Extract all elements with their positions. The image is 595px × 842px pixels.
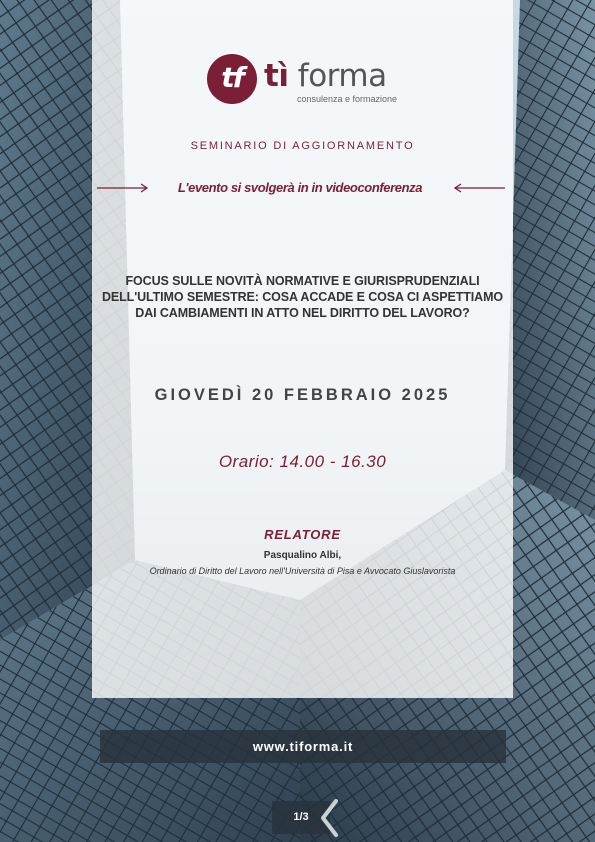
arrow-left-icon [452, 182, 507, 194]
seminar-label: SEMINARIO DI AGGIORNAMENTO [190, 140, 415, 152]
chevron-left-icon[interactable] [318, 798, 340, 838]
event-mode: L'evento si svolgerà in in videoconferenza [177, 180, 423, 195]
event-title: FOCUS SULLE NOVITÀ NORMATIVE E GIURISPRUDENZIALI DELL'ULTIMO SEMESTRE: COSA ACCADE E COSA CI ASPETTIAMO DAI CAMBIAMENTI IN ATTO NEL DIRITTO DEL LAVORO? [101, 274, 504, 320]
logo-mark: tf [207, 54, 257, 104]
website-link[interactable]: www.tiforma.it [252, 739, 354, 754]
logo-name-prefix: tì [264, 58, 289, 94]
speaker-role: Ordinario di Diritto del Lavoro nell'Università di Pisa e Avvocato Giuslavorista [149, 566, 456, 576]
arrow-right-icon [95, 182, 150, 194]
logo-name [264, 58, 387, 94]
logo-tagline: consulenza e formazione [297, 94, 398, 104]
speaker-name: Pasqualino Albi, [263, 550, 342, 561]
logo-name-suffix: forma [288, 58, 387, 94]
page-number: 1/3 [293, 811, 309, 823]
speaker-heading: RELATORE [264, 527, 341, 542]
event-date: GIOVEDÌ 20 FEBBRAIO 2025 [154, 386, 451, 404]
tiforma-logo [207, 54, 407, 106]
event-hours: Orario: 14.00 - 16.30 [218, 452, 387, 471]
